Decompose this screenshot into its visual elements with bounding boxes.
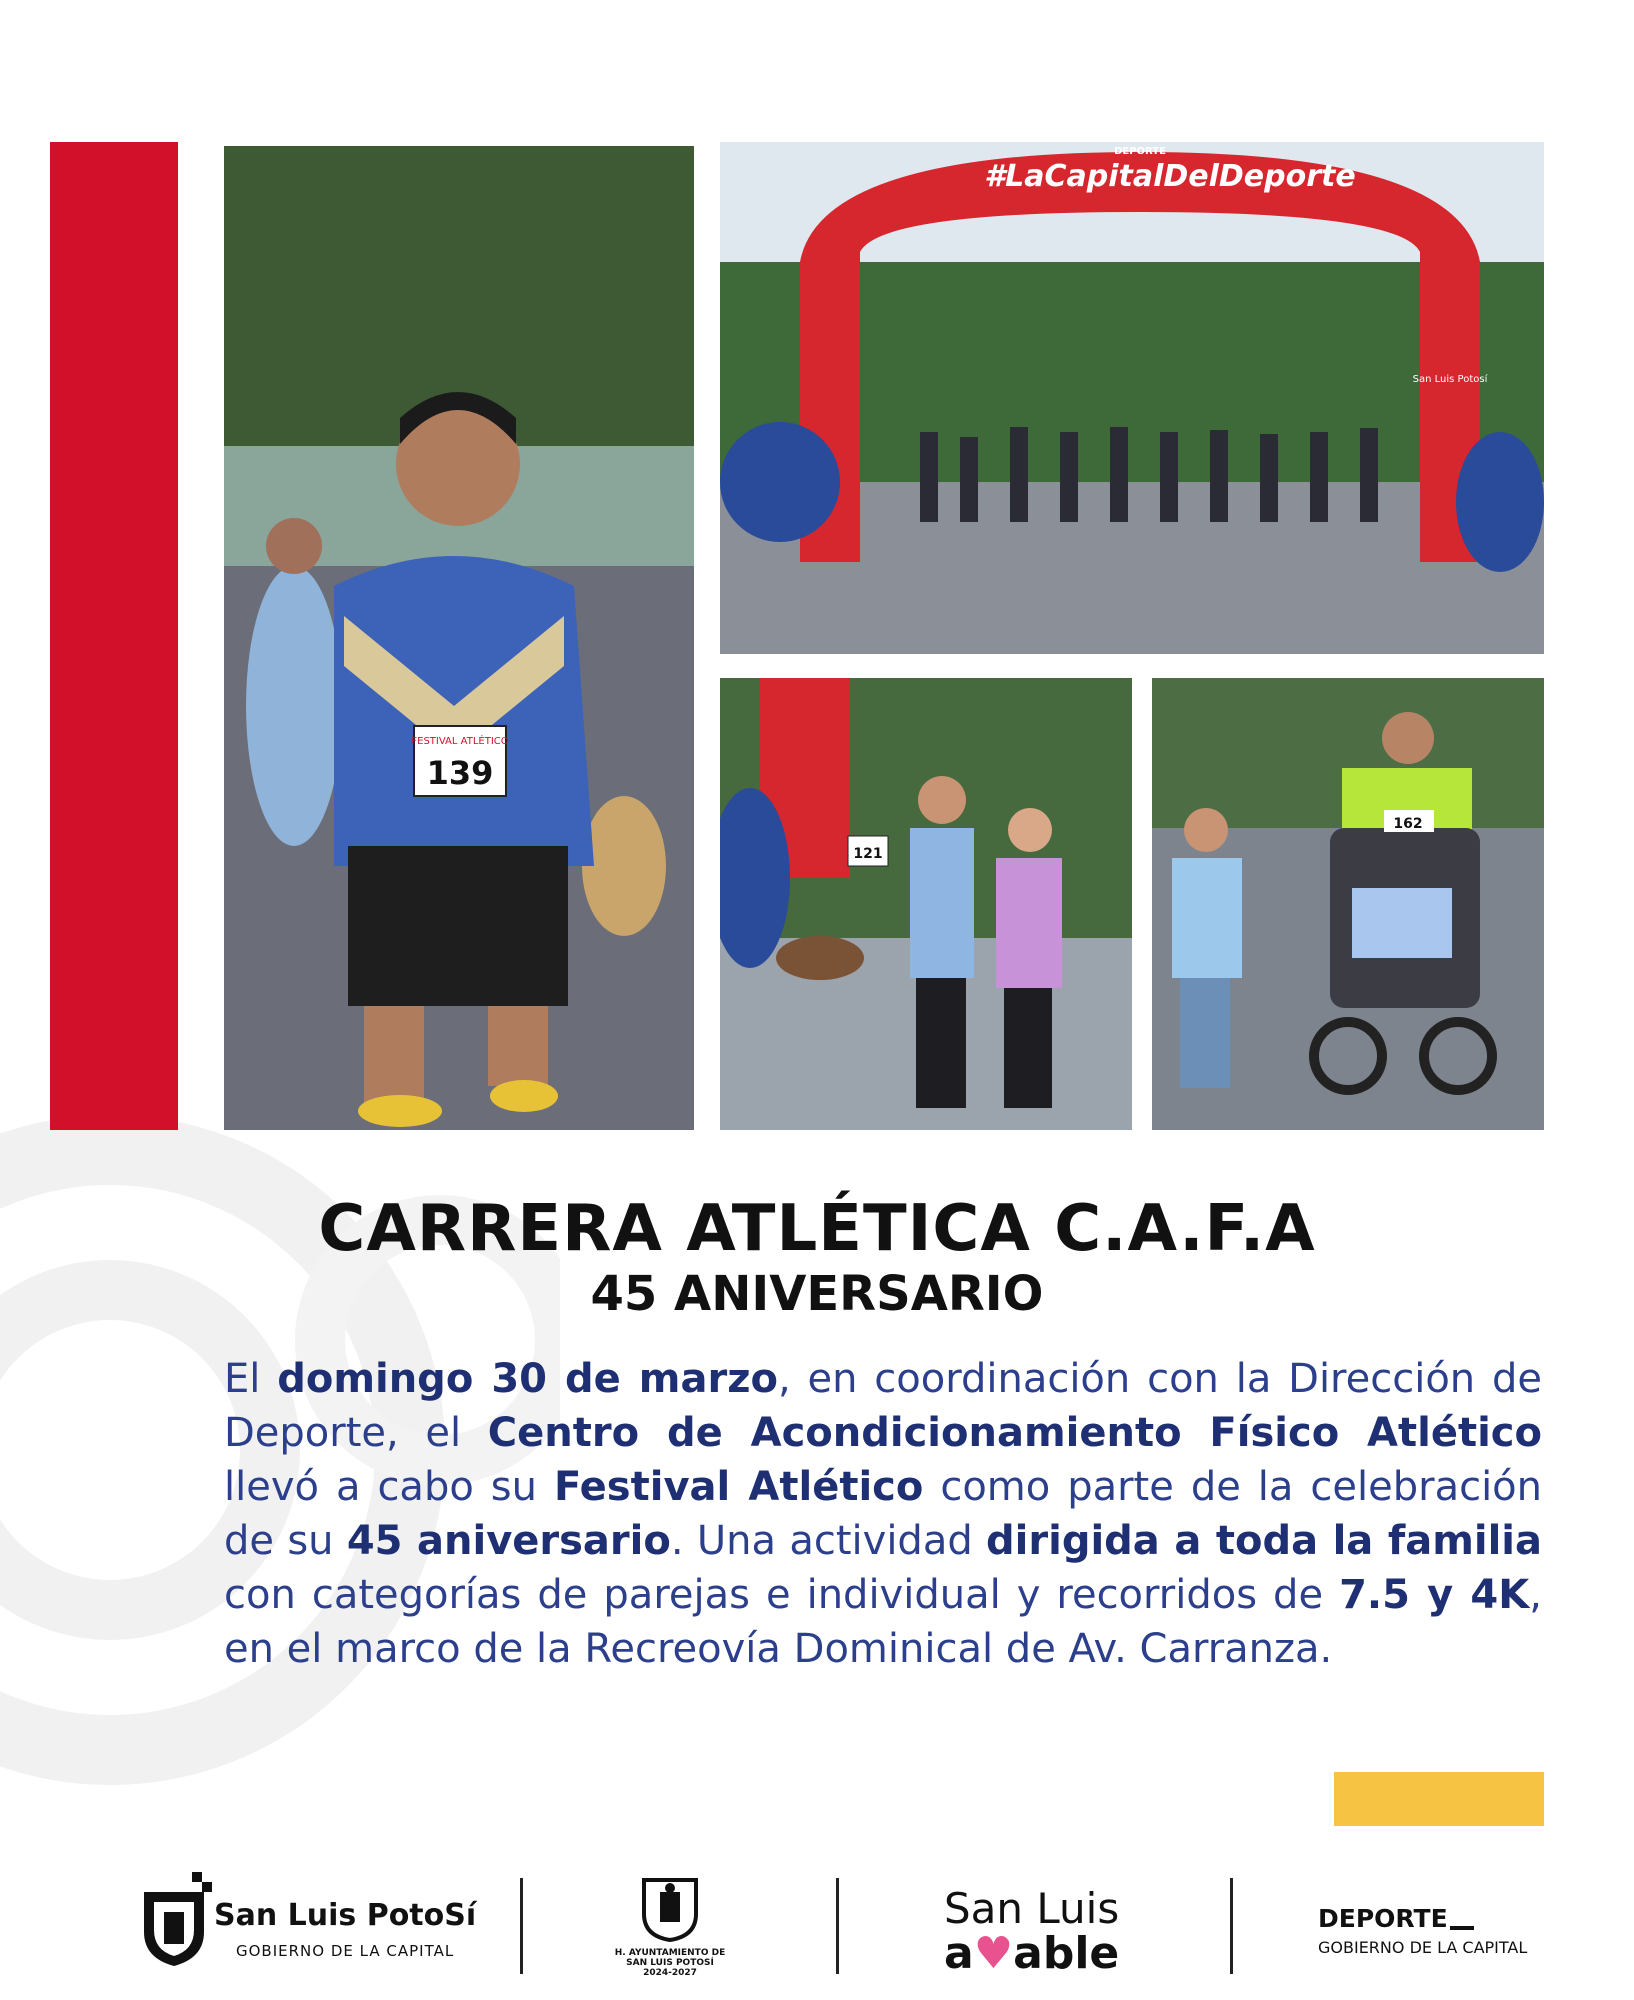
description-text: llevó a cabo su (224, 1464, 554, 1510)
description-text: , en coordinación con la Dirección de Deporte, el (224, 1356, 1542, 1456)
runner-bib-number: 139 (426, 754, 494, 792)
ayto-line-2: SAN LUIS POTOSÍ (626, 1958, 714, 1968)
red-accent-bar (50, 142, 178, 1130)
arch-top-label: DEPORTE (1114, 146, 1166, 157)
photo-stroller-runner (1152, 678, 1544, 1130)
deporte-logo-subtitle: GOBIERNO DE LA CAPITAL (1318, 1938, 1528, 1957)
stroller-bib-number: 162 (1393, 816, 1423, 832)
footer-divider (520, 1878, 523, 1974)
photo-family-walking (720, 678, 1132, 1130)
amable-letter-a: a (944, 1928, 974, 1979)
slp-logo-name: San Luis PotoSí (214, 1898, 477, 1933)
description-highlight: domingo 30 de marzo (277, 1356, 778, 1402)
arch-side-label: San Luis Potosí (1412, 374, 1488, 385)
deporte-logo-underline (1450, 1926, 1474, 1930)
event-subtitle: 45 ANIVERSARIO (590, 1266, 1044, 1322)
ayuntamiento-text (610, 1948, 730, 1978)
description-text: , en el marco de la Recreovía Dominical de Av. Carranza. (224, 1572, 1542, 1672)
description-text: El (224, 1356, 278, 1402)
heart-icon: ♥ (973, 1928, 1014, 1979)
amable-logo-line-2 (944, 1928, 1119, 1979)
ayto-line-1: H. AYUNTAMIENTO DE (614, 1948, 726, 1958)
family-bib-number: 121 (853, 846, 883, 862)
ayto-line-3: 2024-2027 (643, 1968, 697, 1978)
photo-start-arch (720, 142, 1544, 654)
runner-bib-event: FESTIVAL ATLÉTICO (411, 736, 509, 747)
description-text: con categorías de parejas e individual y recorridos de (224, 1572, 1340, 1618)
amable-logo-line-1: San Luis (944, 1884, 1120, 1933)
footer-divider (836, 1878, 839, 1974)
description-text: como parte de la celebración de su (224, 1464, 1543, 1564)
arch-banner-text: #LaCapitalDelDeporte (984, 159, 1356, 194)
amable-letters-able: able (1013, 1928, 1120, 1979)
description-highlight: Centro de Acondicionamiento Físico Atlético (487, 1410, 1542, 1456)
event-title: CARRERA ATLÉTICA C.A.F.A (318, 1192, 1316, 1266)
description-highlight: 45 aniversario (346, 1518, 671, 1564)
description-highlight: dirigida a toda la familia (986, 1518, 1543, 1564)
footer-logos (0, 1864, 1634, 1979)
ayuntamiento-seal-icon (640, 1874, 700, 1942)
yellow-accent-block (1334, 1772, 1544, 1826)
description-highlight: Festival Atlético (553, 1464, 924, 1510)
description-highlight: 7.5 y 4K (1339, 1572, 1530, 1618)
footer-divider (1230, 1878, 1233, 1974)
photo-runner (224, 146, 694, 1130)
slp-shield-icon (140, 1872, 216, 1968)
event-description (224, 1352, 1542, 1676)
description-text: . Una actividad (670, 1518, 987, 1564)
slp-logo-subtitle: GOBIERNO DE LA CAPITAL (236, 1942, 455, 1960)
deporte-logo-title: DEPORTE (1318, 1904, 1448, 1933)
